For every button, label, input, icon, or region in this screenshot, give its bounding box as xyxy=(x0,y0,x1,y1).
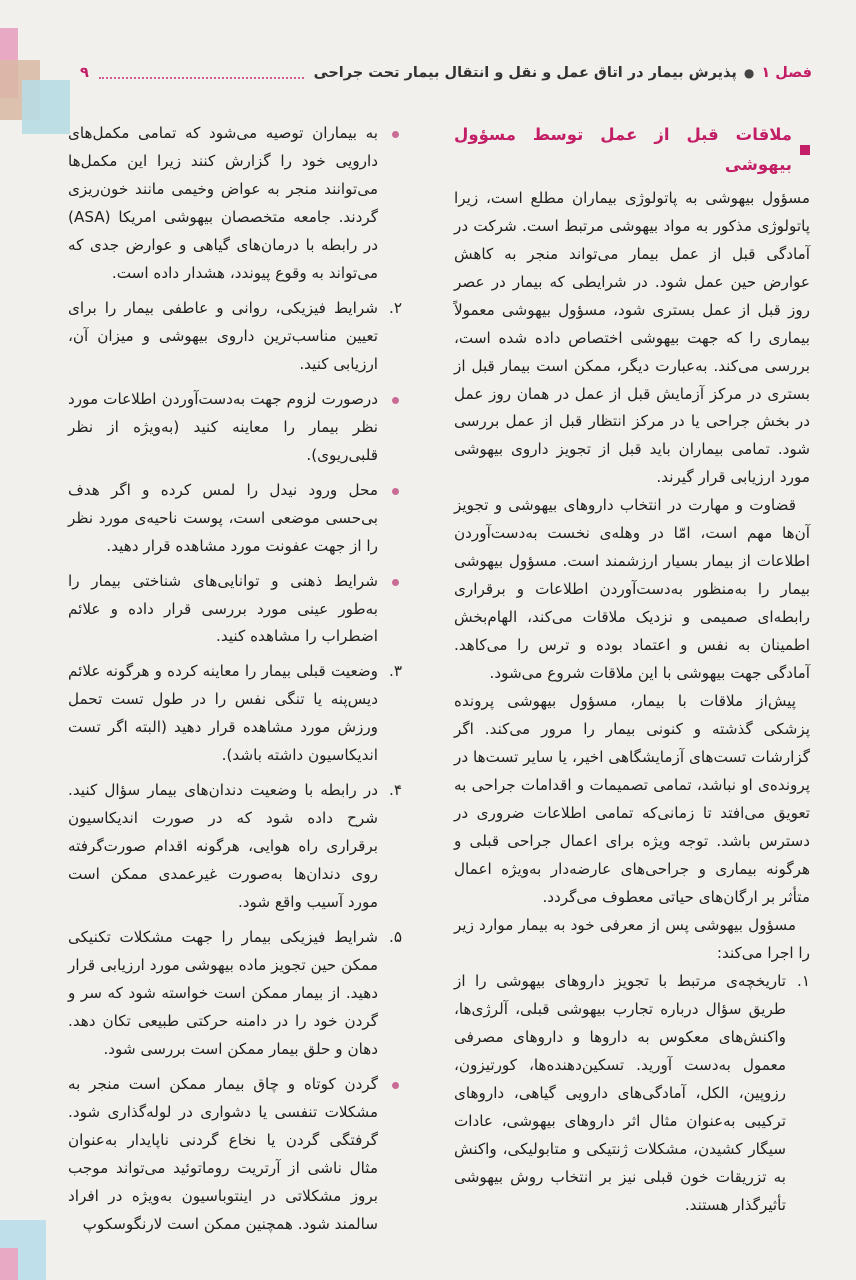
section-heading xyxy=(454,120,810,181)
decor-block-pink-bottom xyxy=(0,1248,18,1280)
bullet-item xyxy=(68,120,402,288)
paragraph: مسؤول بیهوشی پس از معرفی خود به بیمار موارد زیر را اجرا می‌کند: xyxy=(454,915,810,962)
bullet-dot-icon xyxy=(392,488,399,495)
item-number: ۱. xyxy=(797,971,810,990)
chapter-title: پذیرش بیمار در اتاق عمل و نقل و انتقال بیمار تحت جراحی xyxy=(313,65,737,81)
item-number: ۳. xyxy=(389,662,402,681)
section-heading-text: ملاقات قبل از عمل توسط مسؤول بیهوشی xyxy=(454,125,792,175)
numbered-item xyxy=(68,295,402,379)
chapter-label: فصل ۱ xyxy=(761,65,812,81)
square-bullet-icon xyxy=(800,145,810,155)
item-number: ۴. xyxy=(389,781,402,800)
header-dot-icon: ● xyxy=(743,66,755,80)
item-text: شرایط فیزیکی بیمار را جهت مشکلات تکنیکی ممکن حین تجویز ماده بیهوشی مورد ارزیابی قرار دهید. از بیمار ممکن است خواسته شود که سر و گردن خود را در دامنه حرکتی طبیعی تکان دهد. دهان و حلق بیمار ممکن است بررسی شود. xyxy=(68,928,378,1059)
running-header xyxy=(80,56,812,90)
paragraph: پیش‌از ملاقات با بیمار، مسؤول بیهوشی پرونده پزشکی گذشته و کنونی بیمار را مرور می‌کند. اگر گزارشات تست‌های آزمایشگاهی اخیر، یا سایر تست‌ها در پرونده‌ی او نباشد، تمامی تصمیمات و اقدامات جراحی به تعویق می‌افتد تا زمانی‌که تمامی اطلاعات ضروری در دسترس باشد. توجه ویژه برای اعمال جراحی قبلی و هرگونه بیماری و جراحی‌های عارضه‌دار به‌ویژه اعمال متأثر بر ارگان‌های حیاتی معطوف می‌گردد. xyxy=(454,692,810,906)
paragraph: قضاوت و مهارت در انتخاب داروهای بیهوشی و تجویز آن‌ها مهم است، امّا در وهله‌ی نخست به‌دست‌آوردن اطلاعات از بیمار بسیار ارزشمند است. مسؤول بیهوشی بیمار را به‌منظور به‌دست‌آوردن اطلاعات و برقراری رابطه‌ای صمیمی و نزدیک ملاقات می‌کند، الهام‌بخش اطمینان به نفس و اعتماد بوده و ترس را می‌کاهد. آمادگی جهت بیهوشی با این ملاقات شروع می‌شود. xyxy=(454,496,810,683)
numbered-item xyxy=(454,968,810,1220)
bullet-dot-icon xyxy=(392,579,399,586)
bullet-item xyxy=(68,477,402,561)
item-number: ۲. xyxy=(389,298,402,317)
item-text: گردن کوتاه و چاق بیمار ممکن است منجر به مشکلات تنفسی یا دشواری در لوله‌گذاری شود. گرفتگی گردن یا نخاع گردنی ناپایدار به‌عنوان مثال ناشی از آرتریت روماتوئید می‌تواند موجب بروز مشکلاتی در اینتوباسیون به‌ویژه در افراد سالمند شود. همچنین ممکن است لارنگوسکوپ xyxy=(68,1075,378,1233)
header-dotted-leader xyxy=(99,77,304,79)
bullet-item xyxy=(68,1071,402,1239)
bullet-item xyxy=(68,568,402,652)
item-text: تاریخچه‌ی مرتبط با تجویز داروهای بیهوشی را از طریق سؤال درباره تجارب بیهوشی قبلی، آلرژی‌ها، واکنش‌های معکوس به داروها و داروهای مصرفی معمول به‌دست آورید. تسکین‌دهنده‌ها، کورتیزون، رزوپین، الکل، آمادگی‌های دارویی گیاهی، داروهای ترکیبی به‌عنوان مثال اثر داروهای بیهوشی، عادات سیگار کشیدن، مشکلات ژنتیکی و متابولیکی، واکنش به تزریقات خون قبلی نیز بر انتخاب روش بیهوشی تأثیرگذار هستند. xyxy=(454,971,786,1214)
item-number: ۵. xyxy=(389,928,402,947)
item-text: درصورت لزوم جهت به‌دست‌آوردن اطلاعات مورد نظر بیمار را معاینه کنید (به‌ویژه از نظر قلبی‌ریوی). xyxy=(68,389,378,464)
paragraph: مسؤول بیهوشی به پاتولوژی بیماران مطلع است، زیرا پاتولوژی مذکور به مواد بیهوشی مرتبط است. شرکت در آمادگی قبل از عمل بیمار می‌تواند منجر به کاهش عوارض حین عمل شود. در شرایطی که بیمار در عصر روز قبل از عمل بستری شود، مسؤول بیهوشی معمولاً بیماری را که جهت بیهوشی اختصاص داده شده است، بررسی می‌کند. به‌عبارت دیگر، ممکن است بیمار قبل از بستری در مرکز آزمایش قبل از عمل در همان روز عمل در بخش جراحی یا در مرکز انتظار قبل از عمل بررسی شود. تمامی بیماران باید قبل از تجویز داروی بیهوشی مورد ارزیابی قرار گیرند. xyxy=(454,188,810,487)
item-text: به بیماران توصیه می‌شود که تمامی مکمل‌های دارویی خود را گزارش کنند زیرا این مکمل‌ها می‌توانند منجر به عواض وخیمی مانند خون‌ریزی گردند. جامعه متخصصان بیهوشی امریکا (ASA) در رابطه با درمان‌های گیاهی و عوارض جدی که می‌تواند به وقوع پیوندد، هشدار داده است. xyxy=(68,124,378,282)
bullet-item xyxy=(68,386,402,470)
item-text: وضعیت قبلی بیمار را معاینه کرده و هرگونه علائم دیس‌پنه یا تنگی نفس را در طول تست تحمل ورزش مورد مشاهده قرار دهید (البته اگر تست اندیکاسیون داشته باشد). xyxy=(68,662,378,765)
page-number: ۹ xyxy=(80,65,89,81)
bullet-dot-icon xyxy=(392,131,399,138)
item-text: شرایط فیزیکی، روانی و عاطفی بیمار را برای تعیین مناسب‌ترین داروی بیهوشی و میزان آن، ارزیابی کنید. xyxy=(68,298,378,373)
item-text: محل ورود نیدل را لمس کرده و اگر هدف بی‌حسی موضعی است، پوست ناحیه‌ی مورد نظر را از جهت عفونت مورد مشاهده قرار دهید. xyxy=(68,480,378,555)
decor-block-blue xyxy=(22,80,70,134)
bullet-dot-icon xyxy=(392,1082,399,1089)
numbered-item xyxy=(68,777,402,917)
numbered-item xyxy=(68,658,402,770)
right-column xyxy=(454,120,810,1227)
item-text: در رابطه با وضعیت دندان‌های بیمار سؤال کنید. شرح داده شود که در صورت اندیکاسیون برقراری راه هوایی، هرگونه اقدام صورت‌گرفته روی دندان‌ها به‌صورت غیرعمدی ممکن است مورد آسیب واقع شود. xyxy=(68,781,378,912)
bullet-dot-icon xyxy=(392,397,399,404)
numbered-item xyxy=(68,924,402,1064)
item-text: شرایط ذهنی و توانایی‌های شناختی بیمار را به‌طور عینی مورد بررسی قرار داده و علائم اضطراب را مشاهده کنید. xyxy=(68,571,378,646)
left-column xyxy=(68,120,402,1246)
